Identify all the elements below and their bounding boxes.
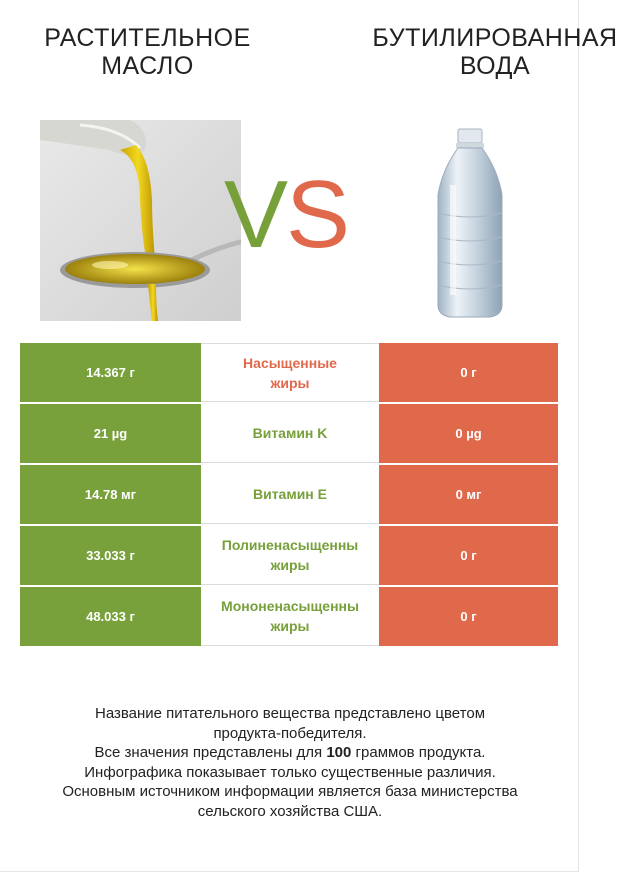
water-bottle-image (420, 125, 520, 320)
footer-line3-bold: 100 (326, 744, 352, 761)
right-value-cell: 0 г (379, 587, 558, 646)
right-product-title (350, 24, 625, 80)
nutrient-name-cell: Насыщенные жиры (201, 343, 379, 402)
right-value-cell: 0 мг (379, 465, 558, 524)
vs-letter-s: S (286, 161, 349, 268)
footer-line6: сельского хозяйства США. (197, 802, 383, 820)
left-value-cell: 14.367 г (20, 343, 201, 402)
footer-line2: продукта-победителя. (213, 724, 367, 742)
right-value-cell: 0 г (379, 526, 558, 585)
footer-notes (20, 704, 560, 821)
right-value-cell: 0 µg (379, 404, 558, 463)
table-row (20, 587, 558, 648)
nutrient-name-cell: Мононенасыщенны жиры (201, 587, 379, 646)
nutrient-name-cell: Витамин K (201, 404, 379, 463)
table-row (20, 526, 558, 587)
right-value-cell: 0 г (379, 343, 558, 402)
footer-line3 (20, 743, 560, 763)
left-value-cell: 14.78 мг (20, 465, 201, 524)
footer-line4: Инфографика показывает только существенные различия. (84, 763, 496, 781)
right-title-line2: ВОДА (459, 52, 531, 80)
versus-label (224, 161, 349, 268)
left-value-cell: 21 µg (20, 404, 201, 463)
footer-line3-pre: Все значения представлены для (94, 744, 327, 761)
vs-letter-v: V (224, 161, 287, 268)
left-value-cell: 33.033 г (20, 526, 201, 585)
left-title-line1: РАСТИТЕЛЬНОЕ (44, 24, 251, 52)
nutrient-name-cell: Полиненасыщенны жиры (201, 526, 379, 585)
table-row (20, 465, 558, 526)
comparison-table (20, 343, 558, 648)
left-title-line2: МАСЛО (101, 52, 194, 80)
footer-line1: Название питательного вещества представлено цветом (94, 705, 486, 722)
table-row (20, 404, 558, 465)
footer-line3-post: граммов продукта. (351, 744, 486, 761)
left-value-cell: 48.033 г (20, 587, 201, 646)
left-product-title (20, 24, 275, 80)
footer-line5: Основным источником информации является база министерства (62, 783, 518, 800)
right-title-line1: БУТИЛИРОВАННАЯ (372, 24, 618, 52)
nutrient-name-cell: Витамин E (201, 465, 379, 524)
vegetable-oil-image (40, 120, 241, 321)
table-row (20, 343, 558, 404)
